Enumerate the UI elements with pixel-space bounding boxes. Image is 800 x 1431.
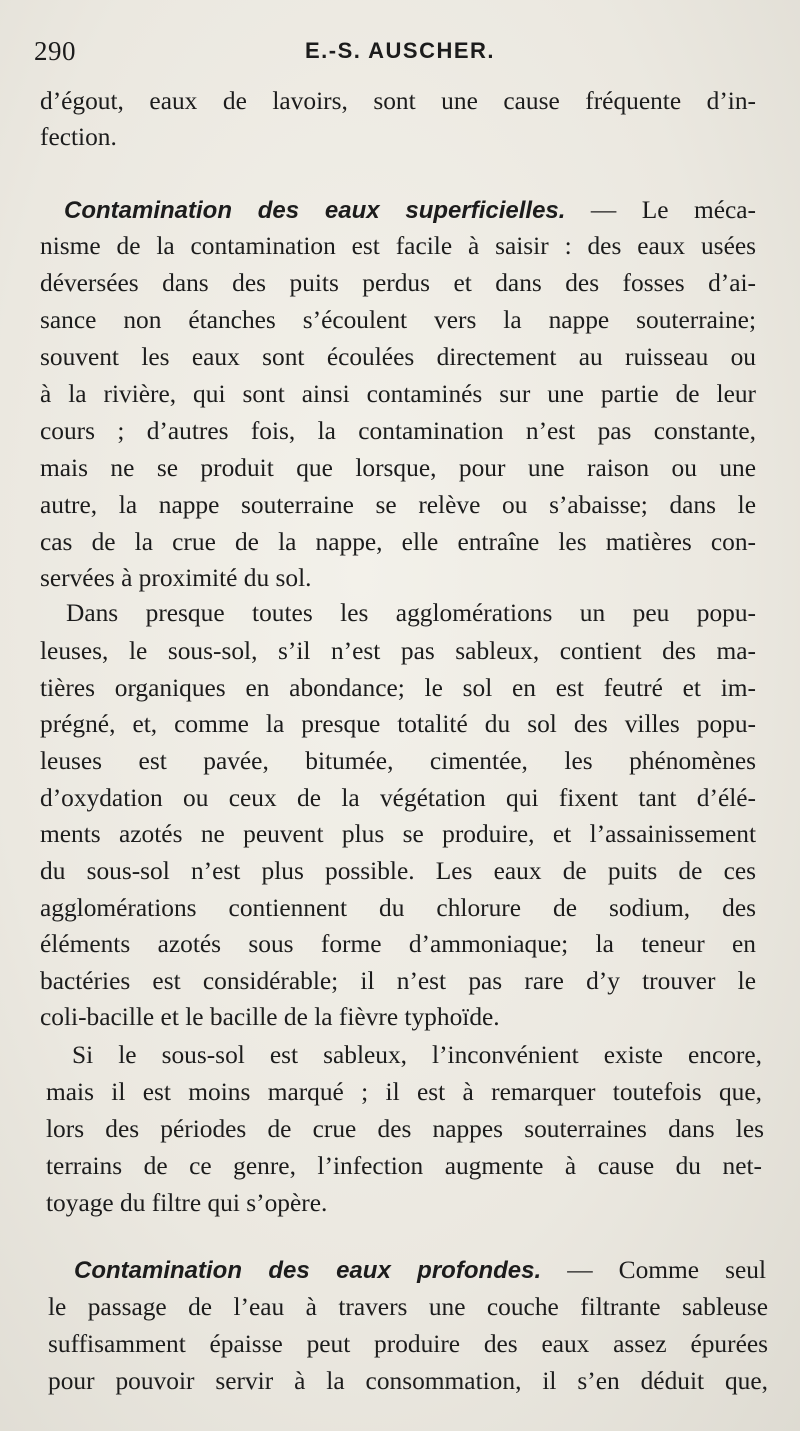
text-line: suffisamment épaisse peut produire des eaux assez épurées	[48, 1330, 768, 1358]
text-line: à la rivière, qui sont ainsi contaminés sur une partie de leur	[40, 380, 756, 408]
text-line: mais ne se produit que lorsque, pour une raison ou une	[40, 454, 756, 482]
text-line: éléments azotés sous forme d’ammoniaque; la teneur en	[40, 930, 756, 958]
text-line: leuses est pavée, bitumée, cimentée, les phénomènes	[40, 747, 756, 775]
text-line: cas de la crue de la nappe, elle entraîne les matières con-	[40, 528, 756, 556]
text-line: déversées dans des puits perdus et dans des fosses d’ai-	[40, 269, 756, 297]
page-number: 290	[34, 36, 76, 66]
text-line: d’égout, eaux de lavoirs, sont une cause fréquente d’in-	[40, 87, 756, 115]
text-line: du sous-sol n’est plus possible. Les eaux de puits de ces	[40, 857, 756, 885]
text-line: autre, la nappe souterraine se relève ou s’abaisse; dans le	[40, 491, 756, 519]
text-line: d’oxydation ou ceux de la végétation qui fixent tant d’élé-	[40, 784, 756, 812]
text-line: souvent les eaux sont écoulées directement au ruisseau ou	[40, 343, 756, 371]
text-line: tières organiques en abondance; le sol en est feutré et im-	[40, 674, 756, 702]
text-line: lors des périodes de crue des nappes souterraines dans les	[46, 1115, 764, 1143]
section-heading-line	[74, 1255, 766, 1286]
text-line: pour pouvoir servir à la consommation, il s’en déduit que,	[48, 1367, 768, 1395]
text-line: nisme de la contamination est facile à saisir : des eaux usées	[40, 232, 756, 260]
text-line: agglomérations contiennent du chlorure de sodium, des	[40, 894, 756, 922]
text-line: Si le sous-sol est sableux, l’inconvénient existe encore,	[72, 1041, 762, 1069]
section-heading: Contamination des eaux superficielles.	[64, 197, 566, 224]
text-line: terrains de ce genre, l’infection augmente à cause du net-	[46, 1152, 762, 1180]
text-line: coli-bacille et le bacille de la fièvre typhoïde.	[40, 1003, 500, 1031]
text-line: fection.	[40, 123, 117, 151]
text-line: leuses, le sous-sol, s’il n’est pas sableux, contient des ma-	[40, 637, 756, 665]
section-heading-tail: — Le méca-	[565, 196, 756, 224]
text-line: ments azotés ne peuvent plus se produire, et l’assainissement	[40, 820, 756, 848]
section-heading-tail: — Comme seul	[541, 1256, 766, 1284]
text-line: sance non étanches s’écoulent vers la nappe souterraine;	[40, 306, 756, 334]
text-line: toyage du filtre qui s’opère.	[46, 1189, 328, 1217]
text-line: cours ; d’autres fois, la contamination n’est pas constante,	[40, 417, 756, 445]
section-heading: Contamination des eaux profondes.	[74, 1257, 542, 1284]
text-line: mais il est moins marqué ; il est à remarquer toutefois que,	[46, 1078, 762, 1106]
text-line: le passage de l’eau à travers une couche filtrante sableuse	[48, 1293, 768, 1321]
running-head: E.-S. AUSCHER.	[304, 38, 496, 63]
section-heading-line	[64, 195, 756, 226]
text-line: prégné, et, comme la presque totalité du sol des villes popu-	[40, 710, 756, 738]
text-line: Dans presque toutes les agglomérations un peu popu-	[66, 599, 756, 627]
text-line: bactéries est considérable; il n’est pas rare d’y trouver le	[40, 967, 756, 995]
text-line: servées à proximité du sol.	[40, 564, 312, 592]
